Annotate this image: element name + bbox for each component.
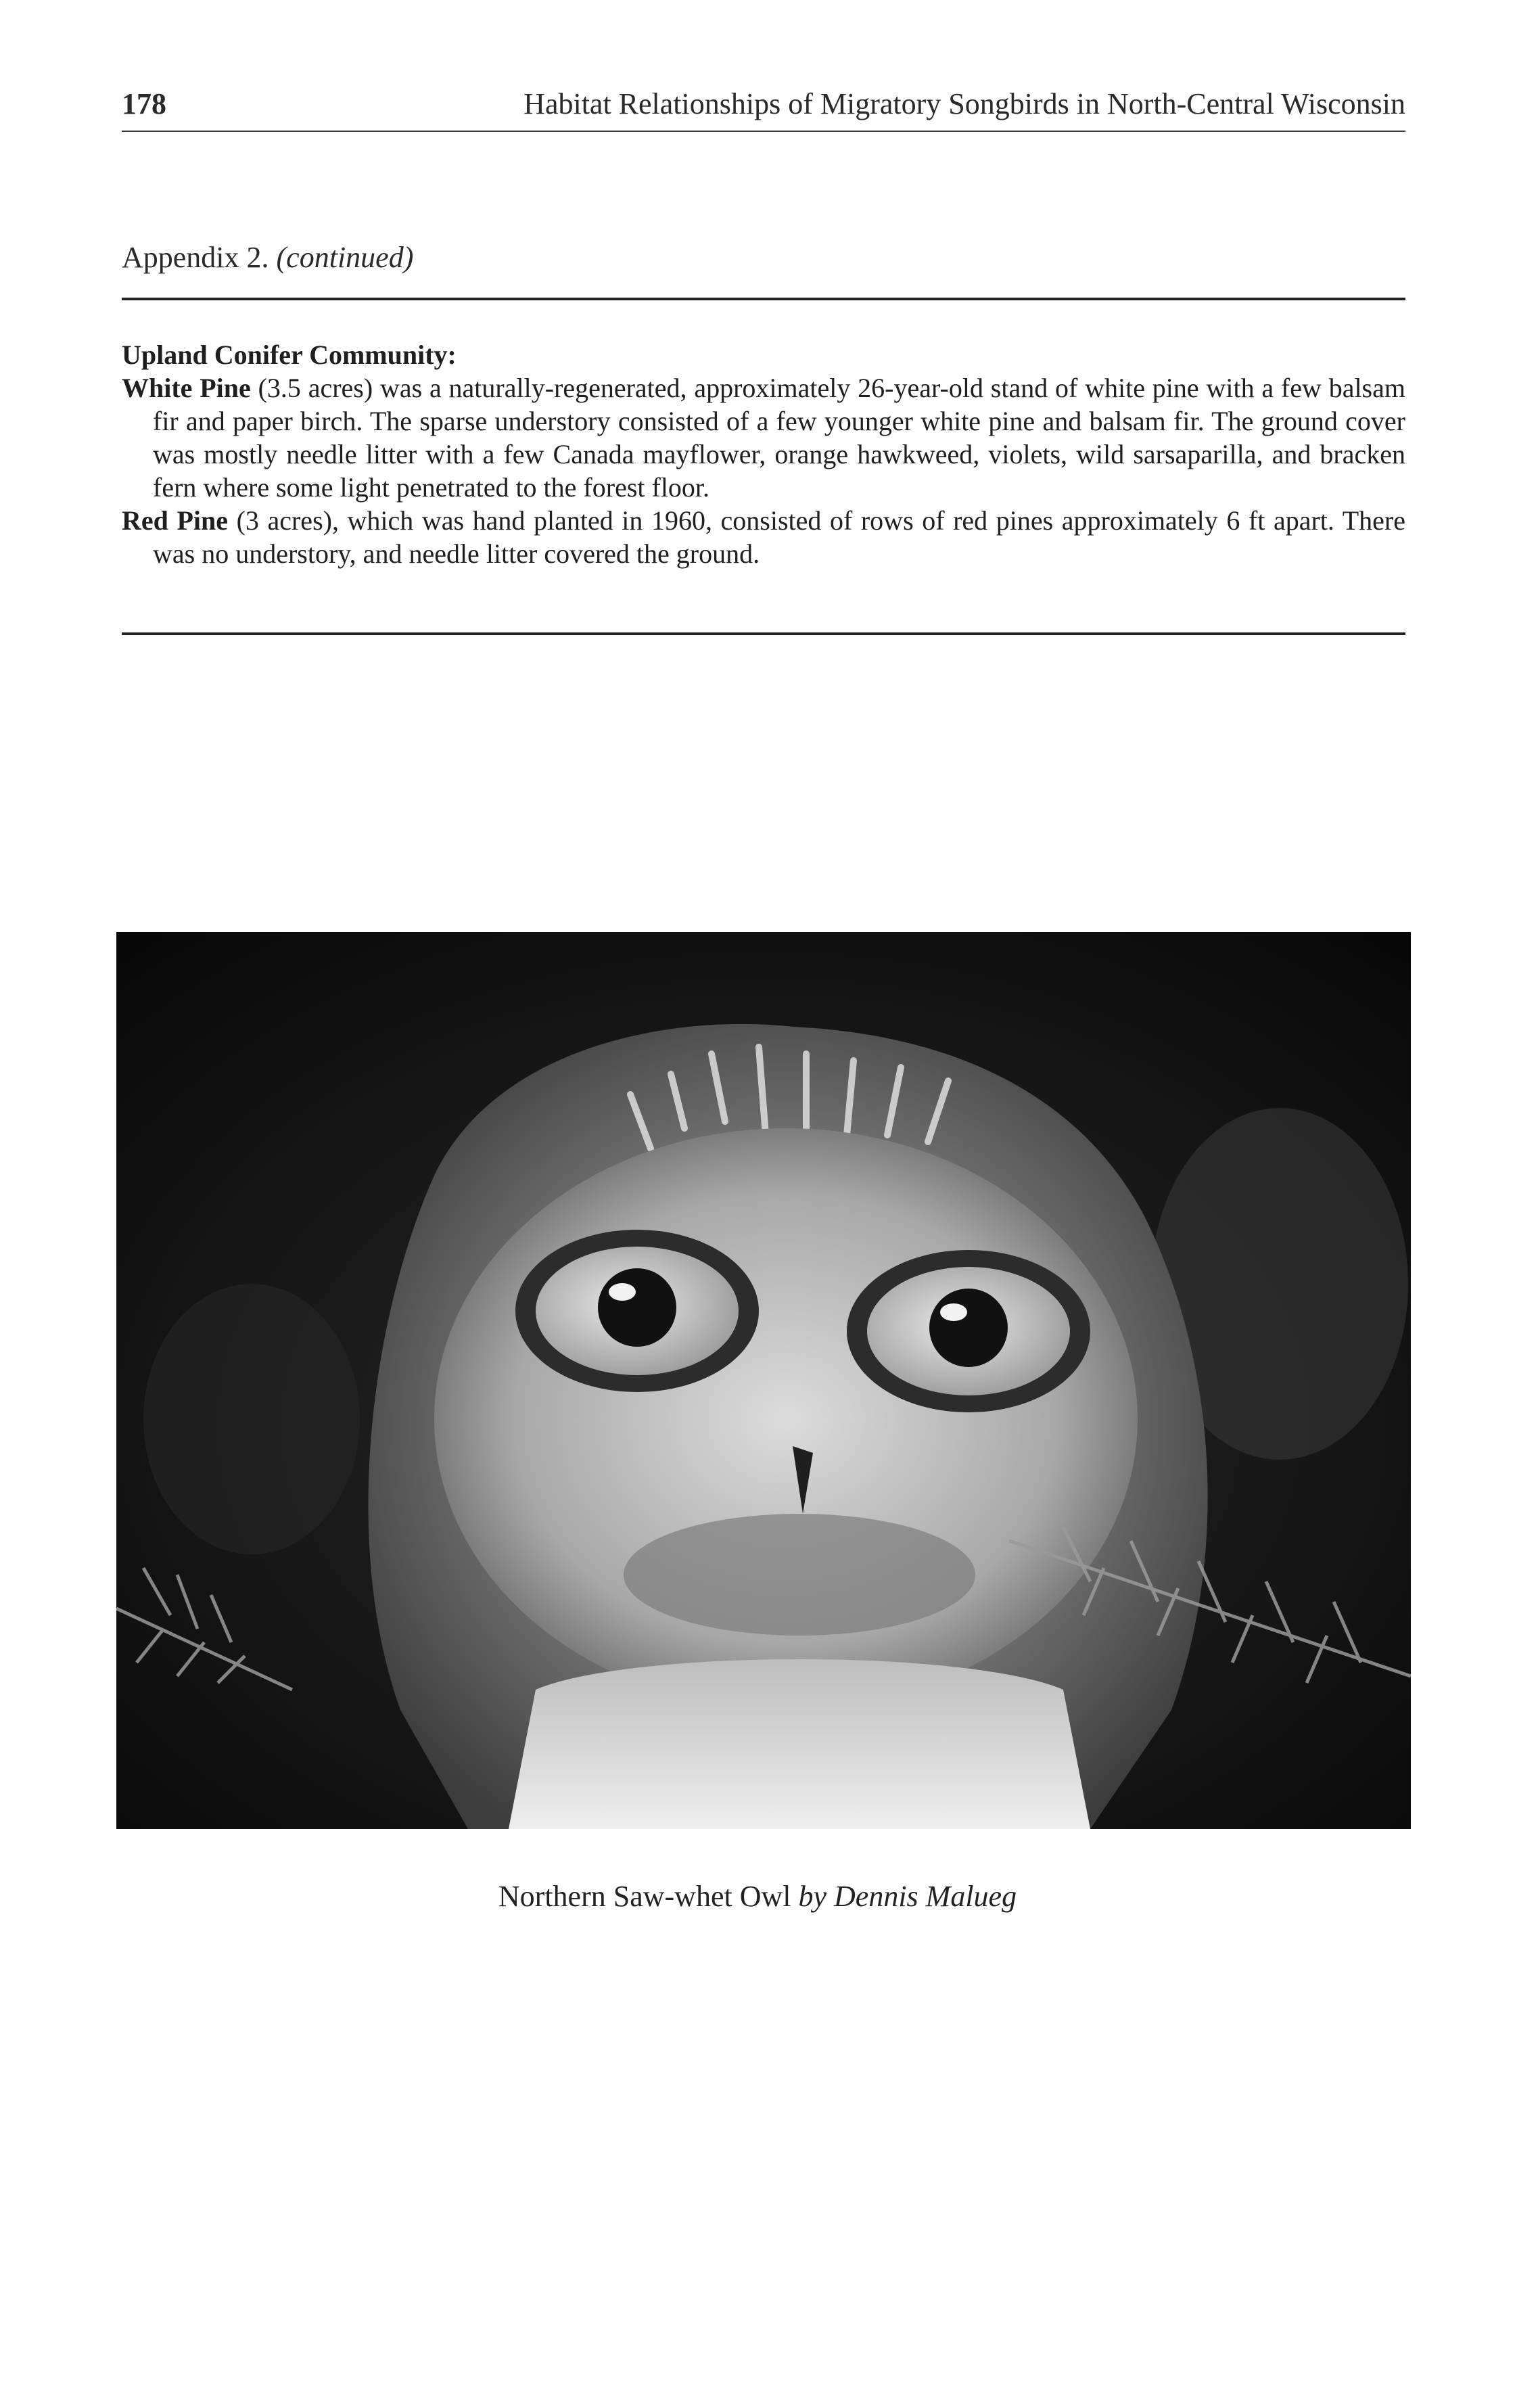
running-header xyxy=(122,87,1405,121)
community-description xyxy=(122,338,1405,570)
caption-credit: by Dennis Malueg xyxy=(798,1880,1017,1913)
stand-entry-white-pine xyxy=(122,371,1405,504)
stand-term: White Pine xyxy=(122,373,251,403)
table-top-rule xyxy=(122,298,1405,300)
page-number: 178 xyxy=(122,87,166,120)
table-bottom-rule xyxy=(122,632,1405,635)
running-title: Habitat Relationships of Migratory Songbirds in North-Central Wisconsin xyxy=(523,87,1405,120)
stand-term: Red Pine xyxy=(122,505,229,536)
figure-caption xyxy=(0,1879,1515,1914)
stand-description: (3 acres), which was hand planted in 1960, consisted of rows of red pines approximately 6 ft apart. There was no understory, and needle litter covered the ground. xyxy=(153,505,1406,569)
owl-photograph xyxy=(116,932,1411,1829)
appendix-label: Appendix 2. xyxy=(122,241,269,274)
appendix-continued: (continued) xyxy=(276,241,414,274)
stand-description: (3.5 acres) was a naturally-regenerated, approximately 26-year-old stand of white pine with a few balsam fir and paper birch. The sparse understory consisted of a few younger white pine and balsam fir. The ground cover was mostly needle litter with a few Canada mayflower, orange hawkweed, violets, wild sarsaparilla, and bracken fern where some light penetrated to the forest floor. xyxy=(153,373,1405,503)
community-heading: Upland Conifer Community: xyxy=(122,340,457,370)
stand-entry-red-pine xyxy=(122,504,1405,570)
header-rule xyxy=(122,131,1405,132)
caption-subject: Northern Saw-whet Owl xyxy=(498,1880,791,1913)
owl-illustration xyxy=(116,932,1411,1829)
appendix-title xyxy=(122,240,413,275)
